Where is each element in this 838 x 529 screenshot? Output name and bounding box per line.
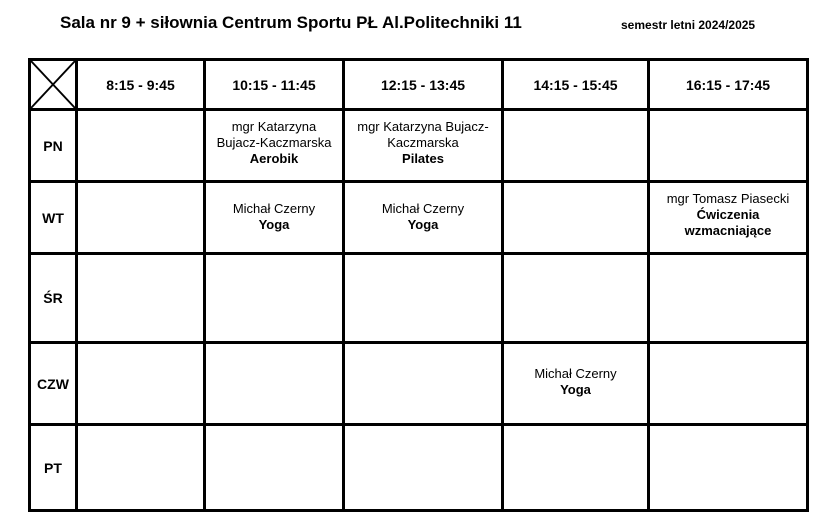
cell-czw-2 [205, 343, 344, 425]
header-row [30, 60, 808, 110]
day-label-pt: PT [30, 425, 77, 511]
cell-czw-3 [344, 343, 503, 425]
cell-sr-5 [649, 254, 808, 343]
day-label-pn: PN [30, 110, 77, 182]
teacher-name: Michał Czerny [232, 201, 316, 216]
corner-cell [30, 60, 77, 110]
class-name: Yoga [407, 217, 439, 232]
class-name: Ćwiczenia [696, 207, 760, 222]
cell-wt-4 [503, 182, 649, 254]
cell-wt-5 [649, 182, 808, 254]
cell-czw-1 [77, 343, 205, 425]
cell-wt-2 [205, 182, 344, 254]
time-header-4: 14:15 - 15:45 [503, 60, 649, 110]
row-czw [30, 343, 808, 425]
time-header-1: 8:15 - 9:45 [77, 60, 205, 110]
cell-czw-4 [503, 343, 649, 425]
cell-pn-5 [649, 110, 808, 182]
teacher-name: Bujacz-Kaczmarska [216, 135, 332, 150]
row-pt [30, 425, 808, 511]
day-label-sr: ŚR [30, 254, 77, 343]
cell-pt-3 [344, 425, 503, 511]
time-header-2: 10:15 - 11:45 [205, 60, 344, 110]
semester-label: semestr letni 2024/2025 [621, 18, 756, 32]
schedule-table [28, 58, 809, 512]
class-name: wzmacniające [684, 223, 772, 238]
teacher-name: Michał Czerny [381, 201, 465, 216]
cell-pn-4 [503, 110, 649, 182]
class-name: Yoga [560, 382, 591, 397]
class-name: Pilates [402, 151, 444, 166]
day-label-czw: CZW [30, 343, 77, 425]
row-sr [30, 254, 808, 343]
teacher-name: mgr Katarzyna [231, 119, 317, 134]
cell-wt-3 [344, 182, 503, 254]
cell-sr-4 [503, 254, 649, 343]
cell-pt-2 [205, 425, 344, 511]
time-header-3: 12:15 - 13:45 [344, 60, 503, 110]
cell-pt-4 [503, 425, 649, 511]
teacher-name: Michał Czerny [534, 366, 617, 381]
cell-sr-1 [77, 254, 205, 343]
cell-wt-1 [77, 182, 205, 254]
class-name: Yoga [258, 217, 290, 232]
cell-sr-3 [344, 254, 503, 343]
cell-pn-1 [77, 110, 205, 182]
class-name: Aerobik [249, 151, 299, 166]
time-header-5: 16:15 - 17:45 [649, 60, 808, 110]
cell-pn-3 [344, 110, 503, 182]
teacher-name: mgr Tomasz Piasecki [666, 191, 790, 206]
cell-sr-2 [205, 254, 344, 343]
cell-pn-2 [205, 110, 344, 182]
cell-pt-1 [77, 425, 205, 511]
crossed-corner-icon [31, 61, 75, 108]
row-wt [30, 182, 808, 254]
cell-czw-5 [649, 343, 808, 425]
teacher-name: Kaczmarska [387, 135, 459, 150]
day-label-wt: WT [30, 182, 77, 254]
teacher-name: mgr Katarzyna Bujacz- [357, 119, 489, 134]
cell-pt-5 [649, 425, 808, 511]
page-title: Sala nr 9 + siłownia Centrum Sportu PŁ Al.Politechniki 11 [60, 13, 522, 32]
row-pn [30, 110, 808, 182]
